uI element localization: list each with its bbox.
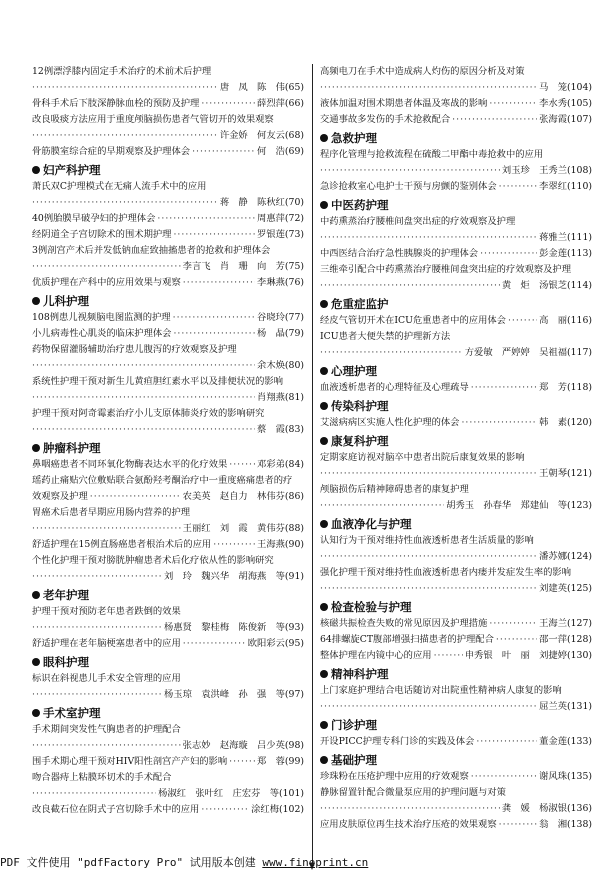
- section-bullet-icon: [320, 520, 328, 528]
- toc-entry: [320, 179, 592, 195]
- authors-page: 余木焕(80): [257, 360, 304, 371]
- section-title: 危重症监护: [331, 297, 389, 311]
- toc-entry-authors-page: [320, 549, 592, 565]
- leader-dots: [32, 687, 162, 703]
- toc-entry: [32, 211, 304, 227]
- authors-page: 李琳燕(76): [257, 277, 304, 288]
- toc-entry: [320, 415, 592, 431]
- toc-entry: [32, 275, 304, 291]
- toc-entry-title: 三维牵引配合中药熏蒸治疗腰椎间盘突出症的疗效观察及护理: [320, 264, 572, 275]
- toc-entry: [32, 326, 304, 342]
- toc-entry-title: 个性化护理干预对膀胱肿瘤患者术后化疗依从性的影响研究: [32, 555, 274, 566]
- leader-dots: [157, 211, 255, 227]
- toc-entry-title: 系统性护理干预对新生儿黄疸胆红素水平以及排便状况的影响: [32, 376, 284, 387]
- leader-dots: [471, 380, 537, 396]
- authors-page: 郑 蓉(99): [257, 756, 304, 767]
- authors-page: 张海霞(107): [539, 114, 592, 125]
- section-heading: [320, 515, 592, 533]
- toc-entry: [320, 380, 592, 396]
- authors-page: 许金娇 何友云(68): [219, 130, 304, 141]
- leader-dots: [32, 259, 181, 275]
- authors-page: 彭金莲(113): [539, 248, 592, 259]
- leader-dots: [499, 817, 537, 833]
- toc-entry-title: 血液透析患者的心理特征及心理疏导: [320, 382, 469, 393]
- leader-dots: [229, 457, 255, 473]
- toc-entry-authors-page: [320, 801, 592, 817]
- authors-page: 邵一萍(128): [539, 634, 592, 645]
- section-heading: [320, 598, 592, 616]
- section-title: 血液净化与护理: [331, 517, 412, 531]
- leader-dots: [32, 786, 156, 802]
- section-bullet-icon: [32, 591, 40, 599]
- toc-entry-title: 整体护理在内镜中心的应用: [320, 650, 432, 661]
- section-heading: [320, 362, 592, 380]
- toc-entry: [320, 112, 592, 128]
- leader-dots: [32, 738, 181, 754]
- leader-dots: [480, 246, 537, 262]
- toc-entry-title: 40例胎膜早破孕妇的护理体会: [32, 213, 156, 224]
- section-bullet-icon: [320, 721, 328, 729]
- toc-entry-title: 改良截石位在阴式子宫切除手术中的应用: [32, 804, 200, 815]
- section-title: 手术室护理: [43, 706, 101, 720]
- section-heading: [32, 161, 304, 179]
- authors-page: 涂红梅(102): [251, 804, 304, 815]
- toc-entry-authors-page: [32, 620, 304, 636]
- leader-dots: [32, 358, 255, 374]
- toc-entry-title: 萧氏双C护理模式在无痛人流手术中的应用: [32, 181, 207, 192]
- section-heading: [32, 653, 304, 671]
- toc-entry-authors-page: [320, 345, 592, 361]
- toc-entry: [320, 313, 592, 329]
- section-title: 中医药护理: [331, 198, 389, 212]
- leader-dots: [320, 549, 537, 565]
- toc-entry-title: 应用皮肤原位再生技术治疗压疮的效果观察: [320, 819, 497, 830]
- section-title: 基础护理: [331, 753, 377, 767]
- toc-entry: [32, 457, 304, 473]
- leader-dots: [452, 112, 537, 128]
- authors-page: 周惠萍(72): [257, 213, 304, 224]
- toc-entry-title: 静脉留置针配合微量泵应用的护理问题与对策: [320, 787, 506, 798]
- section-title: 老年护理: [43, 588, 89, 602]
- leader-dots: [173, 326, 255, 342]
- leader-dots: [320, 581, 537, 597]
- toc-entry: [320, 769, 592, 785]
- toc-entry-authors-page: [32, 687, 304, 703]
- toc-entry-title: 艾滋病病区实施人性化护理的体会: [320, 417, 460, 428]
- authors-page: 屈兰英(131): [539, 701, 592, 712]
- toc-entry-authors-page: [32, 569, 304, 585]
- toc-entry: [32, 636, 304, 652]
- section-heading: [320, 665, 592, 683]
- leader-dots: [320, 699, 537, 715]
- leader-dots: [508, 313, 537, 329]
- toc-entry-title: 优质护理在产科中的应用效果与观察: [32, 277, 181, 288]
- toc-entry-title: 经皮气管切开术在ICU危重患者中的应用体会: [320, 315, 506, 326]
- authors-page: 农美英 赵自力 林伟芬(86): [182, 491, 304, 502]
- authors-page: 申秀银 叶 丽 刘捷婷(130): [464, 650, 592, 661]
- leader-dots: [90, 489, 181, 505]
- toc-entry-authors-page: [32, 195, 304, 211]
- authors-page: 蒋雅兰(111): [539, 232, 592, 243]
- section-heading: [320, 295, 592, 313]
- leader-dots: [32, 569, 162, 585]
- section-heading: [320, 196, 592, 214]
- section-bullet-icon: [320, 670, 328, 678]
- toc-entry-title: 液体加温对围术期患者体温及寒战的影响: [320, 98, 488, 109]
- section-bullet-icon: [32, 658, 40, 666]
- section-bullet-icon: [32, 297, 40, 305]
- authors-page: 罗银莲(73): [257, 229, 304, 240]
- section-heading: [320, 129, 592, 147]
- leader-dots: [32, 390, 255, 406]
- section-bullet-icon: [320, 437, 328, 445]
- leader-dots: [496, 632, 537, 648]
- toc-entry-title: 护理干预对预防老年患者跌倒的效果: [32, 606, 181, 617]
- section-title: 急救护理: [331, 131, 377, 145]
- leader-dots: [320, 801, 500, 817]
- leader-dots: [192, 144, 255, 160]
- authors-page: 马 笼(104): [539, 82, 592, 93]
- section-title: 传染科护理: [331, 399, 389, 413]
- section-title: 检查检验与护理: [331, 600, 412, 614]
- toc-entry-authors-page: [320, 466, 592, 482]
- authors-page: 李翠红(110): [539, 181, 592, 192]
- section-bullet-icon: [320, 402, 328, 410]
- section-title: 眼科护理: [43, 655, 89, 669]
- toc-entry: [32, 96, 304, 112]
- authors-page: 刘建英(125): [539, 583, 592, 594]
- toc-entry-authors-page: [32, 422, 304, 438]
- section-title: 儿科护理: [43, 294, 89, 308]
- section-heading: [320, 432, 592, 450]
- toc-entry: [32, 310, 304, 326]
- toc-entry-title: 核磁共振检查失败的常见原因及护理措施: [320, 618, 488, 629]
- authors-page: 欧阳彩云(95): [247, 638, 304, 649]
- toc-entry-title: 高频电刀在手术中造成病人灼伤的原因分析及对策: [320, 66, 525, 77]
- section-heading: [320, 751, 592, 769]
- toc-entry-authors-page: [320, 581, 592, 597]
- toc-entry-authors-page: [320, 278, 592, 294]
- toc-entry-title: 药物保留灌肠辅助治疗患儿腹泻的疗效观察及护理: [32, 344, 237, 355]
- toc-entry-authors-page: [320, 80, 592, 96]
- leader-dots: [320, 163, 500, 179]
- column-divider: [312, 64, 313, 864]
- leader-dots: [489, 96, 537, 112]
- toc-entry-title: 交通事故多发伤的手术抢救配合: [320, 114, 451, 125]
- authors-page: 杨惠贤 黎桂梅 陈俊新 等(93): [164, 622, 304, 633]
- section-bullet-icon: [320, 201, 328, 209]
- authors-page: 王丽红 刘 霞 黄伟芬(88): [182, 523, 304, 534]
- section-bullet-icon: [320, 134, 328, 142]
- authors-page: 李水秀(105): [539, 98, 592, 109]
- toc-entry-title: 颅脑损伤后精神障碍患者的康复护理: [320, 484, 469, 495]
- toc-entry-title: 经阴道全子宫切除术的围术期护理: [32, 229, 172, 240]
- leader-dots: [471, 769, 537, 785]
- leader-dots: [32, 195, 218, 211]
- authors-page: 高 丽(116): [539, 315, 592, 326]
- authors-page: 王海兰(127): [539, 618, 592, 629]
- leader-dots: [434, 648, 463, 664]
- leader-dots: [213, 537, 255, 553]
- leader-dots: [183, 275, 255, 291]
- authors-page: 黄 炬 汤银芝(114): [501, 280, 592, 291]
- toc-entry: [320, 632, 592, 648]
- footer-link[interactable]: www.fineprint.cn: [262, 856, 369, 869]
- toc-entry: [320, 616, 592, 632]
- toc-entry-title: 手术期间突发性气胸患者的护理配合: [32, 724, 181, 735]
- toc-entry-authors-page: [32, 80, 304, 96]
- authors-page: 潘苏娜(124): [539, 551, 592, 562]
- toc-entry-authors-page: [32, 358, 304, 374]
- authors-page: 王朝琴(121): [539, 468, 592, 479]
- toc-entry: [320, 817, 592, 833]
- authors-page: 蒋 静 陈秋红(70): [219, 197, 304, 208]
- footer-text: PDF 文件使用 "pdfFactory Pro" 试用版本创建: [0, 856, 263, 869]
- authors-page: 杨玉琼 袁洪峰 孙 强 等(97): [164, 689, 304, 700]
- leader-dots: [229, 754, 255, 770]
- leader-dots: [320, 278, 500, 294]
- toc-entry-title: ICU患者大便失禁的护理新方法: [320, 331, 451, 342]
- toc-entry-title: 急诊抢救室心电护士干预与房颤的鉴别体会: [320, 181, 497, 192]
- section-title: 精神科护理: [331, 667, 389, 681]
- section-title: 康复科护理: [331, 434, 389, 448]
- authors-page: 龚 媛 杨淑银(136): [501, 803, 592, 814]
- toc-entry: [32, 227, 304, 243]
- section-title: 门诊护理: [331, 718, 377, 732]
- pdf-creator-footer: [0, 855, 600, 871]
- leader-dots: [173, 227, 255, 243]
- authors-page: 薛烈萍(66): [257, 98, 304, 109]
- toc-entry-authors-page: [320, 699, 592, 715]
- authors-page: 肖翔燕(81): [257, 392, 304, 403]
- toc-entry-title: 中西医结合治疗急性胰腺炎的护理体会: [320, 248, 479, 259]
- toc-entry-title: 上门家庭护理结合电话随访对出院重性精神病人康复的影响: [320, 685, 562, 696]
- toc-entry: [320, 648, 592, 664]
- section-bullet-icon: [320, 300, 328, 308]
- toc-entry-authors-page: [320, 498, 592, 514]
- section-bullet-icon: [320, 603, 328, 611]
- leader-dots: [201, 802, 249, 818]
- authors-page: 韩 素(120): [539, 417, 592, 428]
- toc-entry-authors-page: [32, 786, 304, 802]
- toc-entry-title: 改良吸痰方法应用于重度颅脑损伤患者气管切开的效果观察: [32, 114, 274, 125]
- leader-dots: [320, 345, 463, 361]
- toc-entry: [32, 144, 304, 160]
- leader-dots: [476, 734, 537, 750]
- leader-dots: [489, 616, 537, 632]
- authors-page: 李言飞 肖 珊 向 芳(75): [182, 261, 304, 272]
- toc-entry-title: 围手术期心理干预对HIV阳性剖宫产产妇的影响: [32, 756, 228, 767]
- authors-page: 谢风珠(135): [539, 771, 592, 782]
- toc-right-column: [320, 64, 592, 833]
- section-bullet-icon: [32, 166, 40, 174]
- toc-entry-title: 骨筋膜室综合症的早期观察及护理体会: [32, 146, 191, 157]
- toc-entry-title: 12例漂浮膝内固定手术治疗的术前术后护理: [32, 66, 212, 77]
- toc-entry-title: 效观察及护理: [32, 491, 88, 502]
- authors-page: 谷晓玲(77): [257, 312, 304, 323]
- authors-page: 张志妙 赵海璇 吕少英(98): [182, 740, 304, 751]
- section-heading: [320, 716, 592, 734]
- toc-entry-title: 认知行为干预对维持性血液透析患者生活质量的影响: [320, 535, 534, 546]
- toc-entry-authors-page: [320, 163, 592, 179]
- section-heading: [32, 586, 304, 604]
- toc-entry: [32, 754, 304, 770]
- authors-page: 刘玉珍 王秀兰(108): [501, 165, 592, 176]
- leader-dots: [32, 620, 162, 636]
- toc-entry-authors-page: [320, 230, 592, 246]
- toc-entry-authors-page: [32, 390, 304, 406]
- leader-dots: [183, 636, 246, 652]
- toc-entry-authors-page: [32, 521, 304, 537]
- toc-entry-title: 护理干预对阿奇霉素治疗小儿支原体肺炎疗效的影响研究: [32, 408, 265, 419]
- toc-entry: [320, 246, 592, 262]
- toc-entry-title: 中药熏蒸治疗腰椎间盘突出症的疗效观察及护理: [320, 216, 516, 227]
- authors-page: 方爱敏 严婷婷 吴祖福(117): [464, 347, 592, 358]
- toc-entry-title: 开设PICC护理专科门诊的实践及体会: [320, 736, 475, 747]
- toc-entry-title: 骨科手术后下肢深静脉血栓的预防及护理: [32, 98, 200, 109]
- section-heading: [320, 397, 592, 415]
- authors-page: 郑 芳(118): [539, 382, 592, 393]
- section-bullet-icon: [320, 367, 328, 375]
- authors-page: 蔡 霞(83): [257, 424, 304, 435]
- leader-dots: [32, 521, 181, 537]
- toc-entry-title: 108例患儿视频脑电图监测的护理: [32, 312, 171, 323]
- toc-entry-title: 3例剖宫产术后并发低钠血症致抽搐患者的抢救和护理体会: [32, 245, 271, 256]
- leader-dots: [499, 179, 537, 195]
- authors-page: 胡秀玉 孙春华 郑建仙 等(123): [446, 500, 592, 511]
- section-title: 妇产科护理: [43, 163, 101, 177]
- toc-entry-authors-page: [32, 259, 304, 275]
- toc-entry-title: 舒适护理在15例直肠癌患者根治术后的应用: [32, 539, 212, 550]
- toc-entry: [32, 489, 304, 505]
- section-bullet-icon: [320, 756, 328, 764]
- toc-entry-title: 程序化管理与抢救流程在硫酸二甲酯中毒抢救中的应用: [320, 149, 544, 160]
- toc-left-column: [32, 64, 304, 818]
- leader-dots: [201, 96, 255, 112]
- leader-dots: [320, 80, 537, 96]
- toc-entry-authors-page: [32, 738, 304, 754]
- authors-page: 邓彩弟(84): [257, 459, 304, 470]
- leader-dots: [320, 498, 444, 514]
- toc-entry-title: 吻合器痔上粘膜环切术的手术配合: [32, 772, 172, 783]
- authors-page: 杨 晶(79): [257, 328, 304, 339]
- toc-entry: [32, 802, 304, 818]
- section-bullet-icon: [32, 444, 40, 452]
- section-heading: [32, 292, 304, 310]
- authors-page: 杨淑红 张叶红 庄宏芬 等(101): [158, 788, 304, 799]
- authors-page: 翁 湘(138): [539, 819, 592, 830]
- toc-entry-title: 标识在斜视患儿手术安全管理的应用: [32, 673, 181, 684]
- toc-entry-title: 胃癌术后患者早期应用肠内营养的护理: [32, 507, 191, 518]
- authors-page: 董金莲(133): [539, 736, 592, 747]
- section-bullet-icon: [32, 709, 40, 717]
- leader-dots: [173, 310, 255, 326]
- toc-entry-title: 定期家庭访视对脑卒中患者出院后康复效果的影响: [320, 452, 525, 463]
- toc-entry-title: 珍珠粉在压疮护理中应用的疗效观察: [320, 771, 469, 782]
- authors-page: 何 浩(69): [257, 146, 304, 157]
- section-title: 心理护理: [331, 364, 377, 378]
- authors-page: 刘 玲 魏兴华 胡海燕 等(91): [164, 571, 304, 582]
- authors-page: 王海燕(90): [257, 539, 304, 550]
- toc-entry-authors-page: [32, 128, 304, 144]
- leader-dots: [32, 80, 218, 96]
- section-heading: [32, 704, 304, 722]
- toc-entry-title: 小儿病毒性心肌炎的临床护理体会: [32, 328, 172, 339]
- toc-entry-title: 舒适护理在老年脑梗塞患者中的应用: [32, 638, 181, 649]
- toc-entry: [320, 96, 592, 112]
- toc-entry-title: 鼻咽癌患者不同环氧化物酶表达水平的化疗效果: [32, 459, 228, 470]
- leader-dots: [32, 422, 255, 438]
- section-heading: [32, 439, 304, 457]
- section-title: 肿瘤科护理: [43, 441, 101, 455]
- toc-entry: [320, 734, 592, 750]
- authors-page: 唐 凤 陈 伟(65): [219, 82, 304, 93]
- toc-entry-title: 瑶药止痛贴穴位敷贴联合氨酚羟考酮治疗中一重度癌痛患者的疗: [32, 475, 293, 486]
- toc-entry-title: 强化护理干预对维持性血液透析患者内瘘并发症发生率的影响: [320, 567, 572, 578]
- leader-dots: [461, 415, 537, 431]
- leader-dots: [32, 128, 218, 144]
- leader-dots: [320, 230, 537, 246]
- leader-dots: [320, 466, 537, 482]
- toc-entry: [32, 537, 304, 553]
- toc-entry-title: 64排螺旋CT腹部增强扫描患者的护理配合: [320, 634, 494, 645]
